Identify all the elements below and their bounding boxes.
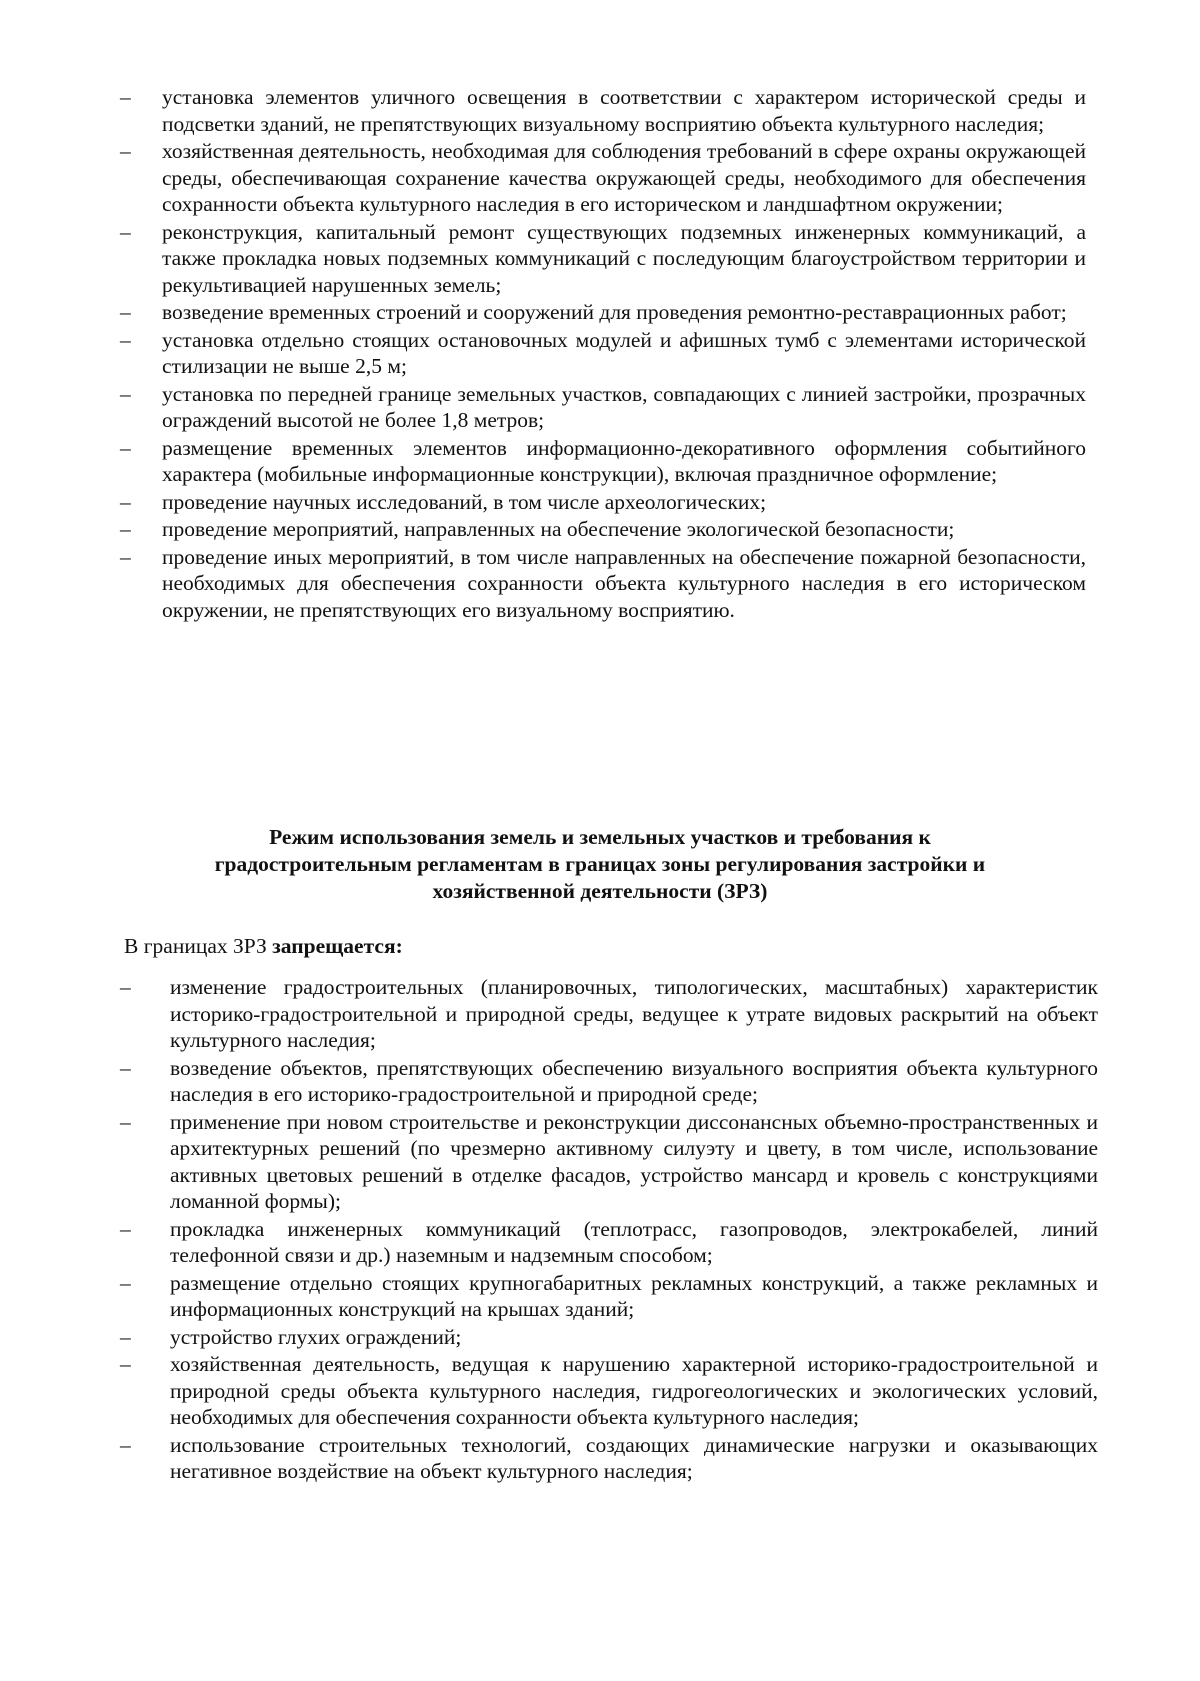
list-item [0, 516, 1086, 543]
heading-line: хозяйственной деятельности (ЗРЗ) [432, 879, 768, 903]
list-item-text: применение при новом строительстве и реконструкции диссонансных объемно-пространственных и архитектурных решений (по чрезмерно активному силуэту и цвету, в том числе, использование активных цветовых решений в отделке фасадов, устройство мансард и кровель с конструкциями ломанной формы); [170, 1109, 1098, 1213]
heading-line: Режим использования земель и земельных участков и требования к [269, 825, 931, 849]
permitted-activities-list [0, 84, 1200, 624]
list-item-text: реконструкция, капитальный ремонт существующих подземных инженерных коммуникаций, а также прокладка новых подземных коммуникаций с последующим благоустройством территории и рекультивацией нарушенных земель; [162, 219, 1086, 297]
list-item [0, 544, 1086, 624]
list-item-text: использование строительных технологий, создающих динамические нагрузки и оказывающих негативное воздействие на объект культурного наследия; [170, 1432, 1098, 1483]
list-item [0, 489, 1086, 516]
list-item-text: размещение отдельно стоящих крупногабаритных рекламных конструкций, а также рекламных и информационных конструкций на крышах зданий; [170, 1270, 1098, 1321]
list-item-text: возведение временных строений и сооружений для проведения ремонтно-реставрационных работ; [162, 300, 1067, 324]
list-item [0, 299, 1086, 326]
prohibited-activities-list [0, 974, 1200, 1486]
list-dash: – [120, 544, 131, 569]
list-item [0, 1432, 1098, 1485]
list-item [0, 1055, 1098, 1108]
list-item-text: проведение мероприятий, направленных на обеспечение экологической безопасности; [162, 517, 955, 541]
intro-emphasis: запрещается: [272, 934, 403, 958]
list-item-text: возведение объектов, препятствующих обеспечению визуального восприятия объекта культурного наследия в его историко-градостроительной и природной среде; [170, 1055, 1098, 1106]
list-dash: – [120, 300, 131, 324]
list-item [0, 1270, 1098, 1323]
list-item-text: проведение научных исследований, в том числе археологических; [162, 489, 767, 514]
list-item [0, 1216, 1098, 1269]
list-item-text: хозяйственная деятельность, необходимая для соблюдения требований в сфере охраны окружающей среды, обеспечивающая сохранение качества окружающей среды, необходимого для обеспечения сохранности объекта культурного наследия в его историческом и ландшафтном окружении; [162, 139, 1086, 216]
list-item [0, 435, 1086, 488]
list-dash: – [120, 1352, 131, 1376]
list-dash: – [120, 381, 131, 406]
list-dash: – [120, 1055, 131, 1080]
list-dash: – [120, 1432, 131, 1457]
list-item-text: хозяйственная деятельность, ведущая к нарушению характерной историко-градостроительной и природной среды объекта культурного наследия, гидрогеологических и экологических условий, необходимых для обеспечения сохранности объекта культурного наследия; [170, 1352, 1098, 1429]
list-item-text: изменение градостроительных (планировочных, типологических, масштабных) характеристик историко-градостроительной и природной среды, ведущее к утрате видовых раскрытий на объект культурного наследия; [170, 975, 1098, 1052]
list-item [0, 327, 1086, 380]
list-dash: – [120, 1216, 131, 1241]
list-item [0, 974, 1098, 1054]
list-item-text: устройство глухих ограждений; [170, 1324, 462, 1349]
list-dash: – [120, 517, 131, 541]
list-dash: – [120, 219, 131, 244]
list-item [0, 138, 1086, 218]
list-item-text: установка по передней границе земельных участков, совпадающих с линией застройки, прозрачных ограждений высотой не более 1,8 метров; [162, 381, 1086, 432]
list-dash: – [120, 1109, 131, 1134]
list-item [0, 84, 1086, 137]
list-item-text: размещение временных элементов информационно-декоративного оформления событийного характера (мобильные информационные конструкции), включая праздничное оформление; [162, 435, 1086, 486]
list-item [0, 1324, 1098, 1351]
list-item-text: установка отдельно стоящих остановочных модулей и афишных тумб с элементами исторической стилизации не выше 2,5 м; [162, 327, 1086, 378]
section-heading [150, 824, 1050, 905]
list-dash: – [120, 327, 131, 352]
list-item-text: прокладка инженерных коммуникаций (теплотрасс, газопроводов, электрокабелей, линий телефонной связи и др.) наземным и надземным способом; [170, 1216, 1098, 1267]
list-dash: – [120, 435, 131, 460]
heading-line: градостроительным регламентам в границах зоны регулирования застройки и [214, 852, 986, 876]
list-item-text: проведение иных мероприятий, в том числе направленных на обеспечение пожарной безопасности, необходимых для обеспечения сохранности объекта культурного наследия в его историческом окружении, не препятствующих его визуальному восприятию. [162, 544, 1086, 622]
list-dash: – [120, 85, 131, 109]
list-item [0, 219, 1086, 299]
list-item [0, 1351, 1098, 1431]
list-dash: – [120, 975, 131, 999]
list-item [0, 381, 1086, 434]
list-item [0, 1109, 1098, 1215]
intro-text: В границах ЗРЗ [124, 934, 273, 958]
list-item-text: установка элементов уличного освещения в соответствии с характером исторической среды и подсветки зданий, не препятствующих визуальному восприятию объекта культурного наследия; [162, 85, 1086, 136]
list-dash: – [120, 1324, 131, 1349]
list-dash: – [120, 139, 131, 163]
list-dash: – [120, 489, 131, 514]
list-dash: – [120, 1270, 131, 1295]
prohibitions-intro [124, 933, 403, 960]
